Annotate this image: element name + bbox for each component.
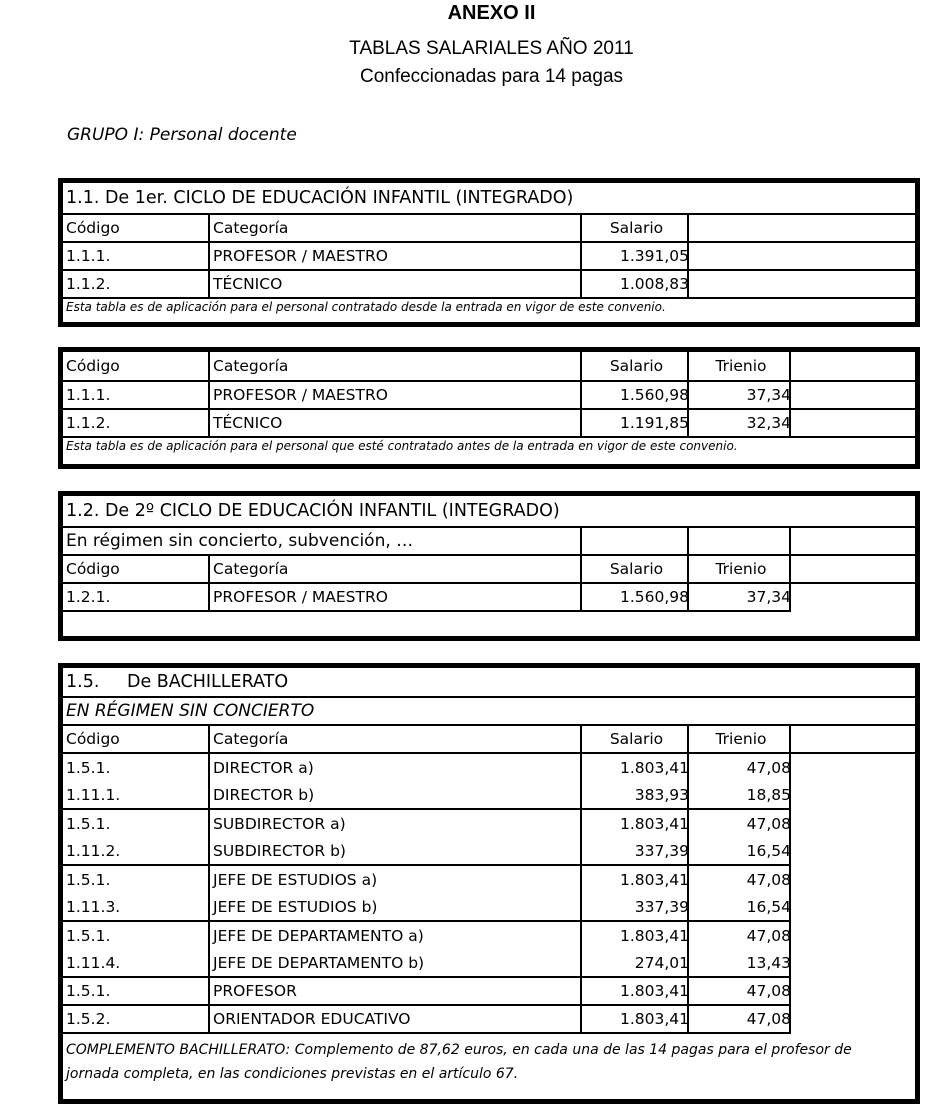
- page-subtitle: TABLAS SALARIALES AÑO 2011: [349, 38, 634, 59]
- cell-trienio: 13,43: [746, 954, 791, 972]
- cell-categoria: PROFESOR / MAESTRO: [213, 588, 388, 606]
- table-title: De BACHILLERATO: [127, 672, 289, 692]
- cell-salario: 1.803,41: [619, 1010, 689, 1028]
- cell-trienio: 47,08: [746, 927, 791, 945]
- cell-codigo: 1.5.1.: [66, 759, 111, 777]
- cell-codigo: 1.11.4.: [66, 954, 121, 972]
- cell-salario: 1.803,41: [619, 815, 689, 833]
- cell-codigo: 1.11.3.: [66, 898, 121, 916]
- table-subtitle: EN RÉGIMEN SIN CONCIERTO: [66, 701, 315, 721]
- col-codigo: Código: [66, 730, 120, 748]
- cell-categoria: JEFE DE ESTUDIOS b): [213, 898, 378, 916]
- cell-categoria: ORIENTADOR EDUCATIVO: [213, 1010, 411, 1028]
- cell-trienio: 18,85: [746, 786, 791, 804]
- cell-categoria: DIRECTOR a): [213, 759, 314, 777]
- col-trienio: Trienio: [715, 357, 767, 375]
- cell-trienio: 47,08: [746, 759, 791, 777]
- page-subtitle-2: Confeccionadas para 14 pagas: [359, 66, 624, 87]
- col-trienio: Trienio: [715, 560, 767, 578]
- table-infantil-2: [58, 491, 920, 641]
- cell-codigo: 1.11.2.: [66, 842, 121, 860]
- cell-codigo: 1.1.1.: [66, 386, 111, 404]
- table-row: [63, 584, 791, 612]
- table-row: [63, 271, 915, 299]
- cell-trienio: 37,34: [746, 588, 791, 606]
- cell-categoria: SUBDIRECTOR b): [213, 842, 346, 860]
- table-row: [63, 382, 915, 410]
- cell-codigo: 1.5.2.: [66, 1010, 111, 1028]
- table-note: COMPLEMENTO BACHILLERATO: Complemento de 87,62 euros, en cada una de las 14 pagas para el profesor de jornada completa, en las condiciones previstas en el artículo 67.: [66, 1042, 852, 1082]
- table-subtitle-row: [63, 698, 915, 726]
- cell-trienio: 32,34: [746, 414, 791, 432]
- cell-salario: 1.560,98: [619, 386, 689, 404]
- table-title-row: [63, 668, 915, 698]
- table-infantil-1-new: [58, 178, 920, 327]
- col-codigo: Código: [66, 357, 120, 375]
- cell-categoria: JEFE DE DEPARTAMENTO b): [213, 954, 425, 972]
- cell-categoria: PROFESOR / MAESTRO: [213, 247, 388, 265]
- cell-codigo: 1.1.2.: [66, 275, 111, 293]
- cell-categoria: DIRECTOR b): [213, 786, 315, 804]
- cell-trienio: 47,08: [746, 815, 791, 833]
- col-categoria: Categoría: [213, 219, 289, 237]
- cell-trienio: 47,08: [746, 982, 791, 1000]
- table-bachillerato: [58, 663, 920, 1104]
- cell-trienio: 16,54: [746, 842, 791, 860]
- col-categoria: Categoría: [213, 730, 289, 748]
- cell-salario: 274,01: [634, 954, 689, 972]
- table-title-number: 1.5.: [66, 672, 100, 692]
- cell-salario: 1.803,41: [619, 927, 689, 945]
- cell-codigo: 1.11.1.: [66, 786, 121, 804]
- table-row: [63, 782, 791, 810]
- cell-trienio: 47,08: [746, 871, 791, 889]
- cell-categoria: TÉCNICO: [213, 275, 283, 293]
- table-note: Esta tabla es de aplicación para el personal que esté contratado antes de la entrada en vigor de este convenio.: [66, 439, 738, 453]
- table-header-row: [63, 726, 915, 754]
- table-row: [63, 838, 791, 866]
- table-title-row: [63, 183, 915, 215]
- table-row: [63, 1006, 791, 1034]
- col-salario: Salario: [609, 357, 664, 375]
- cell-codigo: 1.5.1.: [66, 871, 111, 889]
- cell-salario: 1.008,83: [619, 275, 689, 293]
- cell-categoria: JEFE DE DEPARTAMENTO a): [213, 927, 424, 945]
- table-body: [63, 754, 915, 1034]
- table-infantil-1-old: [58, 347, 920, 469]
- cell-trienio: 16,54: [746, 898, 791, 916]
- cell-salario: 1.560,98: [619, 588, 689, 606]
- table-header-row: [63, 352, 915, 382]
- cell-categoria: TÉCNICO: [213, 414, 283, 432]
- col-salario: Salario: [609, 560, 664, 578]
- cell-salario: 1.803,41: [619, 871, 689, 889]
- cell-codigo: 1.2.1.: [66, 588, 111, 606]
- table-row: [63, 894, 791, 922]
- table-row: [63, 922, 791, 950]
- table-row: [63, 410, 915, 438]
- cell-salario: 337,39: [634, 898, 689, 916]
- col-categoria: Categoría: [213, 357, 289, 375]
- table-header-row: [63, 556, 915, 584]
- col-salario: Salario: [609, 730, 664, 748]
- cell-categoria: SUBDIRECTOR a): [213, 815, 346, 833]
- col-salario: Salario: [609, 219, 664, 237]
- table-subtitle: En régimen sin concierto, subvención, …: [66, 531, 414, 551]
- cell-codigo: 1.5.1.: [66, 982, 111, 1000]
- table-note: Esta tabla es de aplicación para el personal contratado desde la entrada en vigor de este convenio.: [66, 300, 666, 314]
- cell-salario: 337,39: [634, 842, 689, 860]
- cell-codigo: 1.5.1.: [66, 815, 111, 833]
- table-subtitle-row: [63, 528, 915, 556]
- cell-salario: 1.803,41: [619, 759, 689, 777]
- col-trienio: Trienio: [715, 730, 767, 748]
- cell-salario: 1.191,85: [619, 414, 689, 432]
- cell-salario: 383,93: [634, 786, 689, 804]
- cell-trienio: 47,08: [746, 1010, 791, 1028]
- table-row: [63, 243, 915, 271]
- table-row: [63, 810, 791, 838]
- cell-codigo: 1.5.1.: [66, 927, 111, 945]
- cell-salario: 1.803,41: [619, 982, 689, 1000]
- col-categoria: Categoría: [213, 560, 289, 578]
- table-title: 1.2. De 2º CICLO DE EDUCACIÓN INFANTIL (INTEGRADO): [66, 501, 560, 521]
- col-codigo: Código: [66, 219, 120, 237]
- table-row: [63, 950, 791, 978]
- table-row: [63, 754, 791, 782]
- cell-codigo: 1.1.2.: [66, 414, 111, 432]
- cell-codigo: 1.1.1.: [66, 247, 111, 265]
- cell-categoria: PROFESOR / MAESTRO: [213, 386, 388, 404]
- cell-categoria: PROFESOR: [213, 982, 297, 1000]
- table-row: [63, 978, 791, 1006]
- table-row: [63, 866, 791, 894]
- table-title: 1.1. De 1er. CICLO DE EDUCACIÓN INFANTIL (INTEGRADO): [66, 188, 574, 208]
- table-title-row: [63, 496, 915, 528]
- cell-salario: 1.391,05: [619, 247, 689, 265]
- table-header-row: [63, 215, 915, 243]
- cell-trienio: 37,34: [746, 386, 791, 404]
- cell-categoria: JEFE DE ESTUDIOS a): [213, 871, 378, 889]
- col-codigo: Código: [66, 560, 120, 578]
- page-title: ANEXO II: [447, 2, 536, 24]
- group-heading: GRUPO I: Personal docente: [67, 125, 297, 145]
